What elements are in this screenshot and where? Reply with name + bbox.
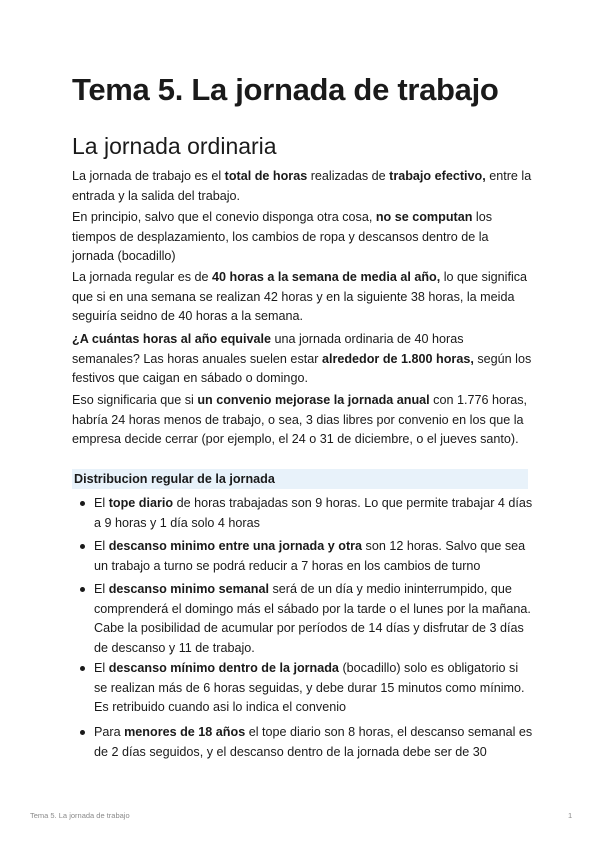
text-run: según los festivos que caigan en sábado o domingo. — [72, 351, 532, 385]
text-run: El — [94, 539, 109, 553]
footer-page-number: 1 — [568, 811, 573, 820]
list-item-text — [94, 661, 525, 714]
bold-text: descanso minimo entre una jornada y otra — [108, 539, 363, 553]
bold-text: trabajo efectivo, — [389, 169, 486, 183]
text-run: El — [94, 496, 109, 510]
bullet-icon — [80, 730, 85, 735]
footer-title: Tema 5. La jornada de trabajo — [30, 811, 130, 820]
bold-text: descanso mínimo dentro de la jornada — [108, 661, 339, 675]
bold-text: tope diario — [108, 496, 174, 510]
text-run: Eso significaria que si — [72, 393, 198, 407]
text-run: será de un día y medio ininterrumpido, que comprenderá el domingo más el sábado por la tarde o el lunes por la mañana. Cabe la posibilidad de acumular por períodos de 14 días y disfrutar de 3 días de descanso y 11 de trabajo. — [94, 582, 531, 655]
text-run: el tope diario son 8 horas, el descanso semanal es de 2 días seguidos, y el descanso dentro de la jornada debe ser de 30 — [94, 725, 533, 759]
list-item — [94, 537, 534, 576]
text-run: con 1.776 horas, habría 24 horas menos de trabajo, o sea, 3 dias libres por convenio en los que la empresa decide cerrar (por ejemplo, el 24 o 31 de diciembre, o el jueves santo). — [72, 393, 527, 446]
text-run: entre la entrada y la salida del trabajo. — [72, 169, 532, 203]
text-run: La jornada de trabajo es el — [72, 169, 225, 183]
bullet-icon — [80, 666, 85, 671]
callout-heading: Distribucion regular de la jornada — [72, 469, 528, 489]
list-item — [94, 494, 534, 533]
text-run: son 12 horas. Salvo que sea un trabajo a turno se podrá reducir a 7 horas en los cambios de turno — [94, 539, 526, 573]
list-item — [94, 723, 534, 762]
text-run: una jornada ordinaria de 40 horas semanales? Las horas anuales suelen estar — [72, 332, 464, 366]
text-run: El — [94, 582, 109, 596]
list-item-text — [94, 496, 532, 530]
text-run: los tiempos de desplazamiento, los cambios de ropa y descansos dentro de la jornada (bocadillo) — [72, 210, 493, 263]
bullet-icon — [80, 544, 85, 549]
list-item-text — [94, 539, 525, 573]
bold-text: alrededor de 1.800 horas, — [321, 351, 474, 366]
list-item-text — [94, 582, 531, 655]
paragraph — [72, 208, 532, 267]
text-run: realizadas de — [307, 169, 390, 183]
bold-text: descanso minimo semanal — [108, 582, 269, 596]
paragraph — [72, 167, 532, 206]
list-item — [94, 659, 534, 718]
bold-text: total de horas — [224, 169, 308, 183]
list-item-text — [94, 725, 532, 759]
text-run: Para — [94, 725, 125, 739]
text-run: La jornada regular es de — [72, 270, 213, 284]
text-run: (bocadillo) solo es obligatorio si se realizan más de 6 horas seguidas, y debe durar 15 minutos como mínimo. Es retribuido cuando asi lo indica el convenio — [94, 661, 525, 714]
bold-text: un convenio mejorase la jornada anual — [197, 393, 430, 407]
text-run: lo que significa que si en una semana se realizan 42 horas y en la siguiente 38 horas, la meida seguiría seidno de 40 horas a la semana. — [72, 270, 528, 323]
paragraph — [72, 391, 532, 450]
text-run: de horas trabajadas son 9 horas. Lo que permite trabajar 4 días a 9 horas y 1 día solo 4 horas — [94, 496, 533, 530]
text-run: En principio, salvo que el conevio disponga otra cosa, — [72, 210, 376, 224]
text-run: El — [94, 661, 109, 675]
bullet-icon — [80, 501, 85, 506]
bold-text: 40 horas a la semana de media al año, — [212, 270, 441, 284]
bullet-icon — [80, 587, 85, 592]
page-title: Tema 5. La jornada de trabajo — [72, 72, 499, 107]
bold-text: no se computan — [375, 210, 473, 224]
paragraph — [72, 268, 532, 327]
bold-text: menores de 18 años — [124, 725, 246, 739]
bold-text: ¿A cuántas horas al año equivale — [72, 332, 271, 346]
paragraph — [72, 330, 532, 389]
section-heading: La jornada ordinaria — [72, 133, 277, 159]
list-item — [94, 580, 534, 658]
